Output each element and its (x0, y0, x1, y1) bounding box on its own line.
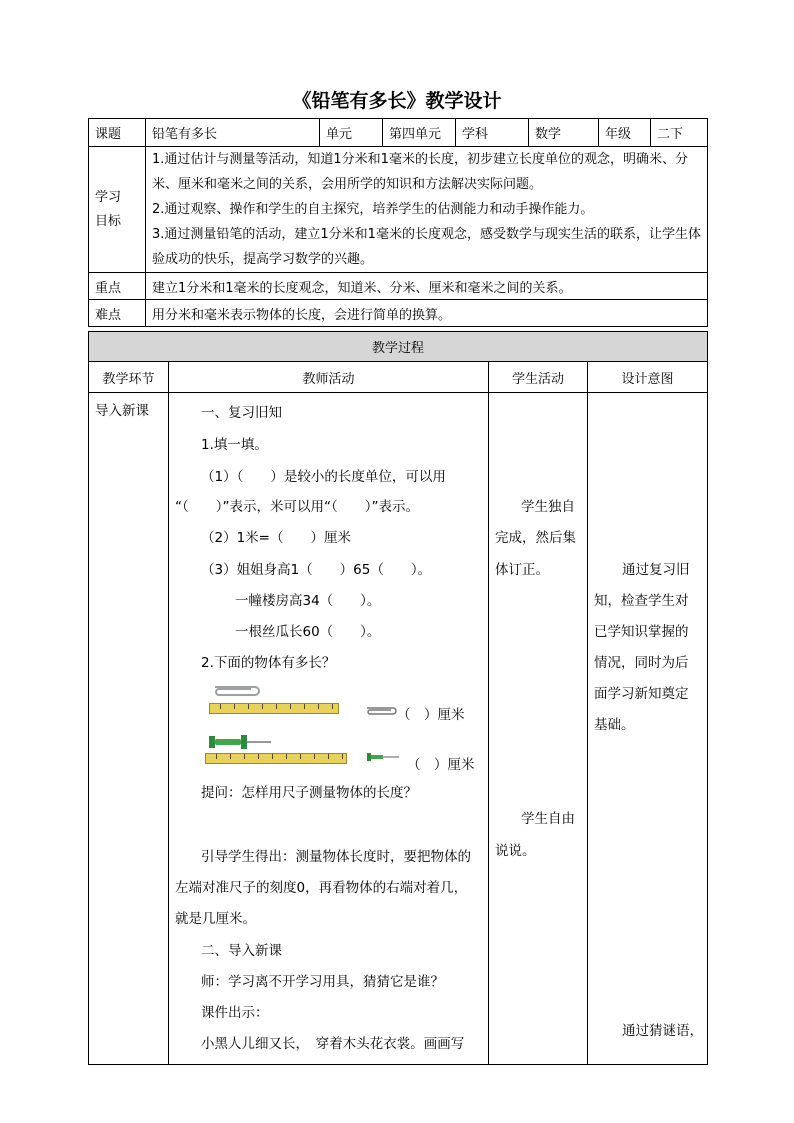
riddle-line: 小黑人儿细又长， 穿着木头花衣裳。画画写 (201, 1036, 465, 1052)
column-header: 教师活动 (169, 362, 489, 393)
question-how: 提问：怎样用尺子测量物体的长度？ (201, 785, 417, 801)
student-line: 完成，然后集 (495, 530, 576, 546)
key-point-label: 重点 (89, 273, 146, 300)
paperclip-figure (209, 681, 349, 725)
page-title: 《铅笔有多长》教学设计 (292, 90, 502, 112)
info-row (89, 119, 708, 147)
process-heading: 教学过程 (89, 332, 708, 362)
difficulty-text: 用分米和毫米表示物体的长度，会进行简单的换算。 (146, 300, 708, 327)
guide-line-1: 引导学生得出：测量物体长度时，要把物体的 (201, 849, 471, 865)
question-1b: “（ ）”表示，米可以用“（ ）”表示。 (175, 499, 419, 515)
unit-value: 第四单元 (383, 119, 456, 147)
guide-line-2: 左端对准尺子的刻度0，再看物体的右端对着几， (175, 880, 468, 896)
guide-line-3: 就是几厘米。 (175, 911, 256, 927)
intent-line: 通过复习旧 (622, 562, 690, 578)
key-point-row (89, 273, 708, 300)
ruler-1 (209, 703, 339, 714)
process-table (88, 331, 708, 1065)
question-1a: （1）（ ）是较小的长度单位，可以用 (201, 469, 446, 485)
intent-line: 通过猜谜语， (622, 1023, 703, 1039)
difficulty-label: 难点 (89, 300, 146, 327)
answer-1: （ ）厘米 (397, 707, 465, 723)
intent-line: 知，检查学生对 (594, 593, 689, 609)
subject-value: 数学 (529, 119, 599, 147)
grade-value: 二下 (651, 119, 708, 147)
measure-title: 2.下面的物体有多长？ (201, 655, 336, 671)
goals-content (146, 147, 708, 273)
column-header: 教学环节 (89, 362, 169, 393)
unit-label: 单元 (320, 119, 383, 147)
goals-label: 学习 目标 (89, 147, 146, 273)
small-pushpin-icon (365, 751, 401, 763)
pushpin-icon (205, 731, 275, 753)
topic-label: 课题 (89, 119, 146, 147)
process-heading-row (89, 332, 708, 362)
student-line: 学生自由 (521, 811, 575, 827)
intent-line: 情况，同时为后 (594, 655, 689, 671)
column-header: 设计意图 (588, 362, 708, 393)
topic-value: 铅笔有多长 (146, 119, 320, 147)
intent-line: 已学知识掌握的 (594, 624, 689, 640)
student-line: 学生独自 (521, 499, 575, 515)
goal-item: 1.通过估计与测量等活动，知道1分米和1毫米的长度，初步建立长度单位的观念，明确米、分米、厘米和毫米之间的关系，会用所学的知识和方法解决实际问题。 (152, 152, 688, 192)
student-line: 说说。 (495, 843, 536, 859)
subject-label: 学科 (456, 119, 529, 147)
review-heading: 一、复习旧知 (201, 405, 282, 421)
question-3c: 一根丝瓜长60（ ）。 (235, 624, 381, 640)
process-columns-row (89, 362, 708, 393)
pushpin-figure (205, 731, 355, 771)
teacher-activity-cell (169, 393, 489, 1065)
answer-2: （ ）厘米 (407, 757, 475, 773)
goal-item: 2.通过观察、操作和学生的自主探究，培养学生的估测能力和动手操作能力。 (152, 202, 594, 217)
design-intent-cell (588, 393, 708, 1065)
small-paperclip-icon (365, 705, 401, 717)
student-activity-cell (489, 393, 588, 1065)
student-line: 体订正。 (495, 562, 549, 578)
question-3b: 一幢楼房高34（ ）。 (235, 593, 381, 609)
question-3: （3）姐姐身高1（ ）65（ ）。 (201, 562, 432, 578)
goal-item: 3.通过测量铅笔的活动，建立1分米和1毫米的长度观念，感受数学与现实生活的联系，让学生体验成功的快乐，提高学习数学的兴趣。 (152, 227, 701, 267)
courseware-line: 课件出示： (201, 1005, 269, 1021)
difficulty-row (89, 300, 708, 327)
intent-line: 面学习新知奠定 (594, 686, 689, 702)
column-header: 学生活动 (489, 362, 588, 393)
fill-title: 1.填一填。 (201, 437, 268, 453)
key-point-text: 建立1分米和1毫米的长度观念，知道米、分米、厘米和毫米之间的关系。 (146, 273, 708, 300)
ruler-2 (205, 753, 347, 764)
stage-name: 导入新课 (95, 403, 149, 419)
teacher-line: 师：学习离不开学习用具，猜猜它是谁？ (201, 974, 444, 990)
intent-line: 基础。 (594, 717, 635, 733)
process-stage-row (89, 393, 708, 1065)
lesson-info-table (88, 118, 708, 327)
grade-label: 年级 (599, 119, 651, 147)
stage-cell (89, 393, 169, 1065)
goals-row (89, 147, 708, 273)
question-2: （2）1米=（ ）厘米 (201, 530, 351, 546)
intro-heading: 二、导入新课 (201, 943, 282, 959)
